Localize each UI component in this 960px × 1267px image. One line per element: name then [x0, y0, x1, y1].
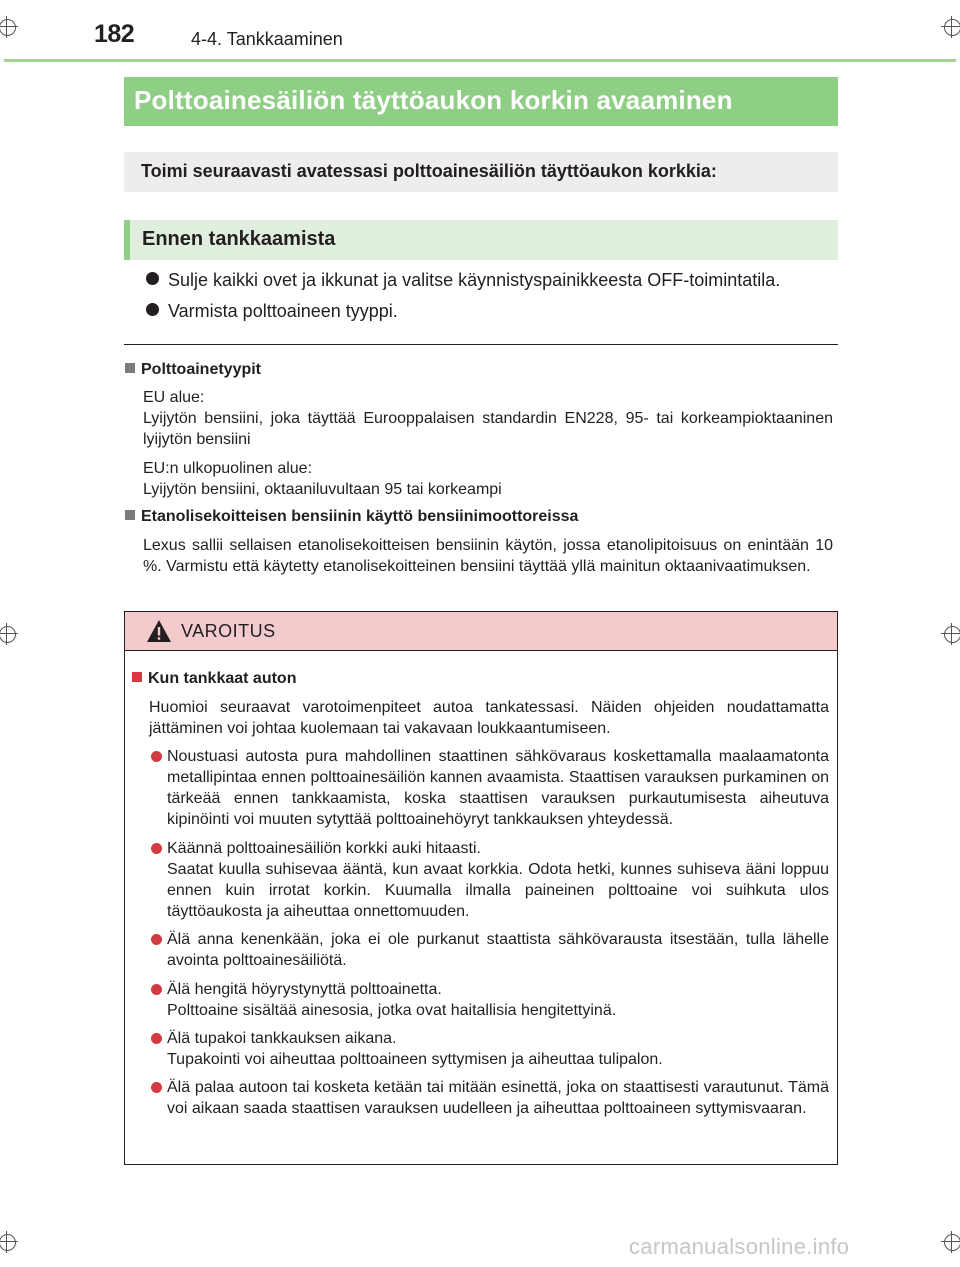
page-title: Polttoainesäiliön täyttöaukon korkin avaaminen [134, 85, 733, 115]
warning-item: Älä anna kenenkään, joka ei ole purkanut staattista sähkövarausta itsestään, tulla lähelle avointa polttoainesäiliötä. [149, 929, 829, 971]
intro-text: Toimi seuraavasti avatessasi polttoainesäiliön täyttöaukon korkkia: [141, 161, 717, 181]
warning-item: Älä tupakoi tankkauksen aikana. Tupakointi voi aiheuttaa polttoaineen syttymisen ja aiheuttaa tulipalon. [149, 1028, 829, 1070]
subsection-header [124, 220, 838, 260]
square-bullet-icon [125, 363, 135, 373]
fuel-types-eu-label: EU alue: [143, 389, 205, 406]
crop-mark-mid-left [0, 623, 18, 645]
fuel-types-non-eu-text: Lyijytön bensiini, oktaaniluvultaan 95 tai korkeampi [143, 481, 502, 498]
warning-header [125, 612, 837, 651]
crop-mark-top-right [941, 16, 960, 38]
square-bullet-icon [132, 672, 142, 682]
ethanol-heading: Etanolisekoitteisen bensiinin käyttö bensiinimoottoreissa [125, 508, 578, 526]
page-title-bar [124, 77, 838, 126]
warning-heading: Kun tankkaat auton [132, 670, 296, 688]
fuel-types-eu-text: Lyijytön bensiini, joka täyttää Eurooppalaisen standardin EN228, 95- tai korkeampioktaaninen lyijytön bensiini [143, 410, 833, 448]
header-divider [4, 59, 956, 62]
warning-item: Älä hengitä höyrystynyttä polttoainetta. Polttoaine sisältää ainesosia, jotka ovat haitallisia hengitettyinä. [149, 979, 829, 1021]
warning-item: Käännä polttoainesäiliön korkki auki hitaasti. Saatat kuulla suhisevaa ääntä, kun avaat korkkia. Odota hetki, kunnes suhiseva ääni loppuu ennen kuin irrotat korkin. Kuumalla ilmalla paineinen polttoaine voi suihkuta ulos täyttöaukosta ja aiheuttaa onnettomuuden. [149, 838, 829, 922]
crop-mark-bottom-left [0, 1231, 18, 1253]
crop-mark-bottom-right [941, 1231, 960, 1253]
section-title: 4-4. Tankkaaminen [191, 29, 343, 49]
intro-box [124, 152, 838, 192]
section-divider [124, 344, 838, 345]
warning-bullet-icon [151, 751, 162, 762]
crop-mark-mid-right [941, 623, 960, 645]
subsection-title: Ennen tankkaamista [142, 228, 336, 250]
bullet-icon [146, 303, 159, 316]
list-item: Varmista polttoaineen tyyppi. [146, 301, 398, 322]
warning-bullet-icon [151, 984, 162, 995]
page-number: 182 [94, 20, 135, 48]
warning-title: VAROITUS [181, 621, 276, 641]
warning-bullet-icon [151, 1082, 162, 1093]
warning-intro: Huomioi seuraavat varotoimenpiteet autoa tankatessasi. Näiden ohjeiden noudattamatta jättäminen voi johtaa kuolemaan tai vakavaan loukkaantumiseen. [149, 699, 829, 737]
square-bullet-icon [125, 510, 135, 520]
ethanol-text: Lexus sallii sellaisen etanolisekoitteisen bensiinin käytön, jossa etanolipitoisuus on enintään 10 %. Varmistu että käytetty etanolisekoitteinen bensiini täyttää yllä mainitun oktaanivaatimuksen. [143, 537, 833, 575]
warning-item: Älä palaa autoon tai kosketa ketään tai mitään esinettä, joka on staattisesti varautunut. Tämä voi aikaan saada staattisen varauksen uudelleen ja aiheuttaa polttoaineen syttymisvaaran. [149, 1077, 829, 1119]
warning-bullet-icon [151, 1033, 162, 1044]
fuel-types-non-eu-label: EU:n ulkopuolinen alue: [143, 460, 313, 477]
crop-mark-top-left [0, 16, 18, 38]
fuel-types-heading: Polttoainetyypit [125, 361, 261, 379]
list-item: Sulje kaikki ovet ja ikkunat ja valitse käynnistyspainikkeesta OFF-toimintatila. [146, 270, 780, 291]
watermark: carmanualsonline.info [629, 1234, 850, 1259]
subsection-accent-bar [124, 220, 130, 260]
bullet-icon [146, 272, 159, 285]
warning-item: Noustuasi autosta pura mahdollinen staattinen sähkövaraus koskettamalla maalaamatonta metallipintaa ennen polttoainesäiliön kannen avaamista. Staattisen varauksen purkaminen on tärkeää ennen tankkaamista, koska staattisen varauksen purkautumisesta aiheutuva kipinöinti voi muuten sytyttää polttoainehöyryt tankkauksen yhteydessä. [149, 746, 829, 830]
warning-triangle-icon [146, 619, 172, 643]
warning-bullet-icon [151, 934, 162, 945]
warning-bullet-icon [151, 843, 162, 854]
